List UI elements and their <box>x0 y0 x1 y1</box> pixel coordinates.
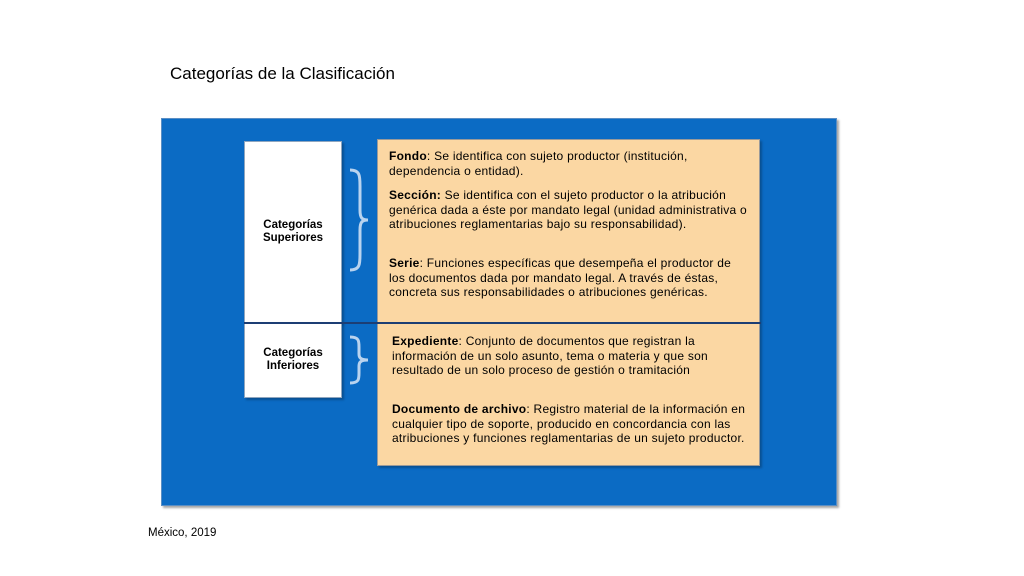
brace-inferiores-icon <box>346 335 370 385</box>
entry-seccion-text: Se identifica con el sujeto productor o la atribución genérica dada a éste por mandato legal (unidad administrativa o atribuciones reglamentarias bajo su responsabilidad). <box>389 188 747 232</box>
category-superiores-label: Categorías Superiores <box>262 219 324 244</box>
category-inferiores-label: Categorías Inferiores <box>263 347 323 372</box>
entry-fondo-text: : Se identifica con sujeto productor (institución, dependencia o entidad). <box>389 149 688 178</box>
slide-title: Categorías de la Clasificación <box>170 64 395 83</box>
entry-seccion-term: Sección: <box>389 188 442 202</box>
entry-seccion <box>389 188 759 232</box>
brace-superiores-icon <box>346 168 370 272</box>
entry-expediente-text: : Conjunto de documentos que registran la información de un solo asunto, tema o materia y que son resultado de un solo proceso de gestión o tramitación <box>392 334 708 378</box>
entry-serie-text: : Funciones específicas que desempeña el productor de los documentos dada por mandato legal. A través de éstas, concreta sus responsabilidades o atribuciones genéricas. <box>389 256 732 300</box>
footer-date: México, 2019 <box>148 527 217 539</box>
entry-documento-term: Documento de archivo <box>392 402 527 416</box>
category-superiores-box <box>244 141 342 323</box>
category-inferiores-box <box>244 322 342 398</box>
entry-serie <box>389 256 749 300</box>
entry-fondo-term: Fondo <box>389 149 427 163</box>
entry-documento-text: : Registro material de la información en cualquier tipo de soporte, producido en concordancia con las atribuciones y funciones reglamentarias de un sujeto productor. <box>392 402 746 446</box>
category-divider <box>244 322 761 324</box>
entry-documento-de-archivo <box>392 402 752 446</box>
entry-serie-term: Serie <box>389 256 420 270</box>
entry-expediente-term: Expediente <box>392 334 459 348</box>
entry-fondo <box>389 149 759 178</box>
entry-expediente <box>392 334 754 378</box>
